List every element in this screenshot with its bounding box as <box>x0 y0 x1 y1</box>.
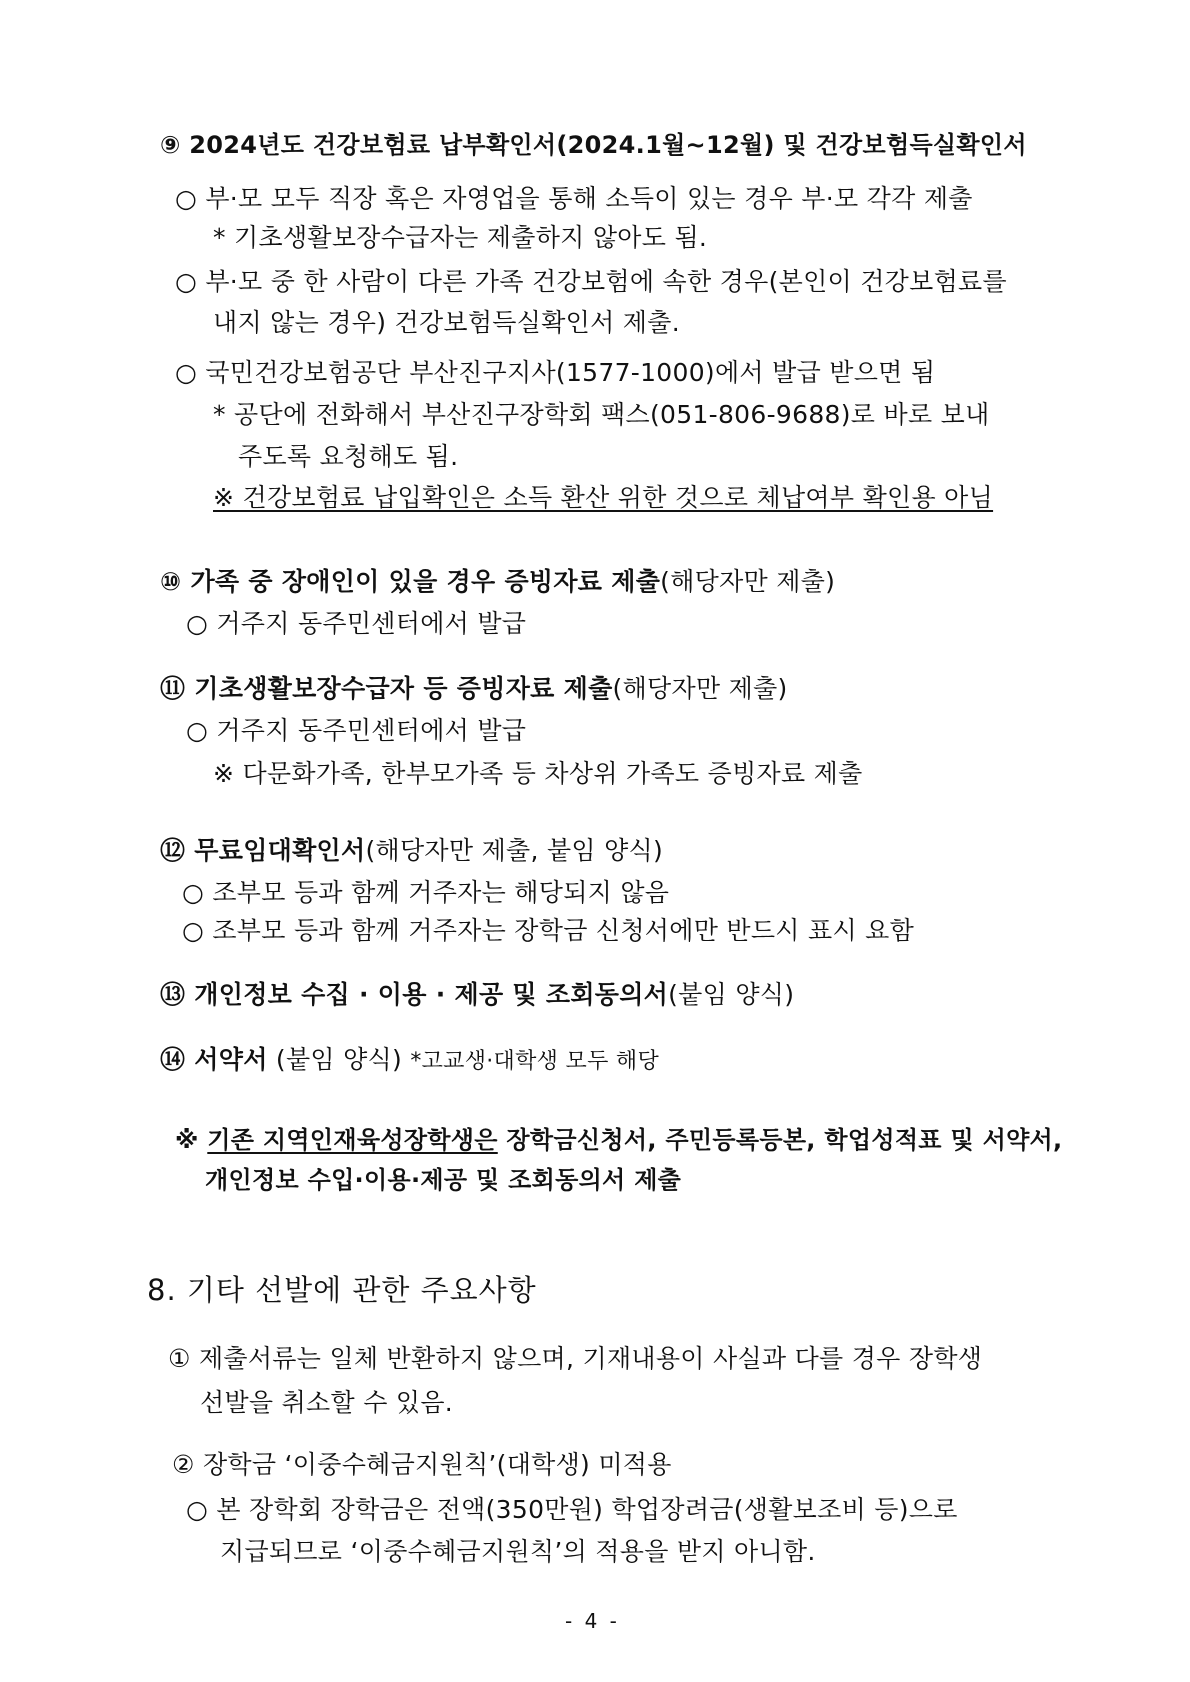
item12-bullet2: ○ 조부모 등과 함께 거주자는 장학금 신청서에만 반드시 표시 요함 <box>182 916 915 945</box>
item9-title: ⑨ 2024년도 건강보험료 납부확인서(2024.1월~12월) 및 건강보험득실확인서 <box>160 131 1027 159</box>
item9-bullet2-line2: 내지 않는 경우) 건강보험득실확인서 제출. <box>213 308 680 337</box>
item14-title <box>160 1043 659 1079</box>
item14-title-tail: (붙임 양식) <box>267 1045 411 1074</box>
item10-bullet1: ○ 거주지 동주민센터에서 발급 <box>186 609 527 638</box>
existing-note-line2: 개인정보 수입·이용·제공 및 조회동의서 제출 <box>205 1166 682 1194</box>
item14-note: *고교생·대학생 모두 해당 <box>410 1049 660 1074</box>
section8-heading: 8. 기타 선발에 관한 주요사항 <box>147 1273 537 1307</box>
item9-bullet1-note: * 기초생활보장수급자는 제출하지 않아도 됨. <box>213 223 708 252</box>
item11-title-bold: ⑪ 기초생활보장수급자 등 증빙자료 제출 <box>160 674 613 703</box>
item10-title <box>160 565 835 599</box>
section8-p2: ② 장학금 ‘이중수혜금지원칙’(대학생) 미적용 <box>172 1450 672 1479</box>
item9-bullet3-note-line2: 주도록 요청해도 됨. <box>238 442 459 471</box>
item9-bullet3-note-line1: * 공단에 전화해서 부산진구장학회 팩스(051-806-9688)로 바로 보내 <box>213 400 990 429</box>
page-number: - 4 - <box>565 1609 620 1633</box>
item10-title-tail: (해당자만 제출) <box>660 567 836 596</box>
item14-title-bold: ⑭ 서약서 <box>160 1045 268 1074</box>
item13-title <box>160 978 794 1012</box>
item12-bullet1: ○ 조부모 등과 함께 거주자는 해당되지 않음 <box>182 878 670 907</box>
item9-bullet2-line1: ○ 부·모 중 한 사람이 다른 가족 건강보험에 속한 경우(본인이 건강보험료를 <box>175 267 1007 296</box>
item13-title-tail: (붙임 양식) <box>668 980 795 1009</box>
item11-title-tail: (해당자만 제출) <box>612 674 788 703</box>
existing-note-line1 <box>175 1123 1062 1157</box>
item10-title-bold: ⑩ 가족 중 장애인이 있을 경우 증빙자료 제출 <box>160 567 661 596</box>
item13-title-bold: ⑬ 개인정보 수집 · 이용 · 제공 및 조회동의서 <box>160 980 669 1009</box>
existing-note-line1-rest: 장학금신청서, 주민등록등본, 학업성적표 및 서약서, <box>497 1126 1063 1154</box>
item11-bullet1: ○ 거주지 동주민센터에서 발급 <box>186 716 527 745</box>
section8-p2-bullet-line1: ○ 본 장학회 장학금은 전액(350만원) 학업장려금(생활보조비 등)으로 <box>186 1495 958 1524</box>
item12-title-bold: ⑫ 무료임대확인서 <box>160 836 366 865</box>
section8-p1-line1: ① 제출서류는 일체 반환하지 않으며, 기재내용이 사실과 다를 경우 장학생 <box>168 1344 983 1373</box>
item11-title <box>160 672 788 706</box>
existing-note-mark: ※ <box>175 1126 199 1154</box>
item9-remark: ※ 건강보험료 납입확인은 소득 환산 위한 것으로 체납여부 확인용 아님 <box>213 483 994 512</box>
item9-bullet3: ○ 국민건강보험공단 부산진구지사(1577-1000)에서 발급 받으면 됨 <box>175 358 936 387</box>
section8-p2-bullet-line2: 지급되므로 ‘이중수혜금지원칙’의 적용을 받지 아니함. <box>220 1537 816 1566</box>
section8-p1-line2: 선발을 취소할 수 있음. <box>200 1388 454 1417</box>
existing-note-underlined: 기존 지역인재육성장학생은 <box>207 1126 498 1154</box>
item12-title-tail: (해당자만 제출, 붙임 양식) <box>365 836 664 865</box>
item12-title <box>160 834 663 868</box>
item11-note: ※ 다문화가족, 한부모가족 등 차상위 가족도 증빙자료 제출 <box>213 759 863 788</box>
item9-bullet1: ○ 부·모 모두 직장 혹은 자영업을 통해 소득이 있는 경우 부·모 각각 제출 <box>175 184 973 213</box>
